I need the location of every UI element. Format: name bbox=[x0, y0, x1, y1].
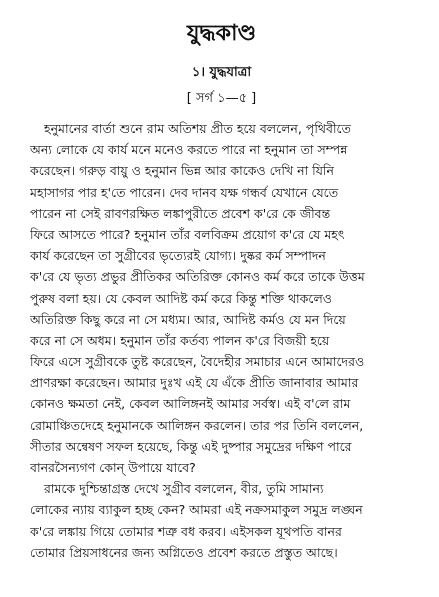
book-title: যুদ্ধকাণ্ড bbox=[186, 21, 257, 46]
text-line: ফিরে এসে সুগ্রীবকে তুষ্ট করেছেন, বৈদেহীর সমাচার এনে আমাদেরও bbox=[30, 354, 365, 370]
text-line: করেছেন। গরুড় বায়ু ও হনুমান ভিন্ন আর কাকেও দেখি না যিনি bbox=[30, 163, 334, 179]
text-line: রোমাঞ্চিতদেহে হনুমানকে আলিঙ্গন করলেন। তার পর তিনি বললেন, bbox=[30, 417, 364, 433]
text-line: অন্য লোকে যে কার্য মনে মনেও করতে পারে না হনুমান তা সম্পন্ন bbox=[30, 142, 348, 158]
text-line: লোকের ন্যায় ব্যাকুল হচ্ছ কেন? আমরা এই নক্রসমাকুল সমুদ্র লঙ্ঘন bbox=[30, 502, 363, 518]
text-line: পুরুষ বলা হয়। যে কেবল আদিষ্ট কর্ম করে কিন্তু শক্তি থাকলেও bbox=[30, 290, 332, 306]
text-line: কার্য করেছেন তা সুগ্রীবের ভৃত্যেরই যোগ্য। দুষ্কর কর্ম সম্পাদন bbox=[30, 248, 326, 264]
text-line: তোমার প্রিয়সাধনের জন্য অগ্নিতেও প্রবেশ করতে প্রস্তুত আছে। bbox=[30, 544, 338, 560]
text-line: হনুমানের বার্তা শুনে রাম অতিশয় প্রীত হয়ে বললেন, পৃথিবীতে bbox=[44, 121, 351, 136]
text-line: রামকে দুশ্চিন্তাগ্রস্ত দেখে সুগ্রীব বললেন, বীর, তুমি সামান্য bbox=[44, 481, 324, 497]
text-line: করে না সে অধম। হনুমান তাঁর কর্তব্য পালন ক'রে বিজয়ী হয়ে bbox=[30, 332, 330, 348]
body-text bbox=[30, 118, 413, 563]
text-line: কোনও ক্ষমতা নেই, কেবল আলিঙ্গনই আমার সর্বস্ব। এই ব'লে রাম bbox=[30, 396, 351, 412]
text-line: বানরসৈন্যগণ কোন্‌ উপায়ে যাবে? bbox=[30, 460, 196, 475]
text-line: ক'রে যে ভৃত্য প্রভুর প্রীতিকর অতিরিক্ত কোনও কর্ম করে তাকে উত্তম bbox=[30, 269, 365, 285]
text-line: প্রাণরক্ষা করেছেন। আমার দুঃখ এই যে এঁকে প্রীতি জানাবার আমার bbox=[30, 375, 359, 391]
sarga-range: [ সর্গ ১—৫ ] bbox=[186, 91, 257, 106]
text-line: মহাসাগর পার হ'তে পারেন। দেব দানব যক্ষ গন্ধর্ব যেখানে যেতে bbox=[30, 184, 339, 200]
text-line: অতিরিক্ত কিছু করে না সে মধ্যম। আর, আদিষ্ট কর্মও যে মন দিয়ে bbox=[30, 311, 346, 327]
text-line: পারেন না সেই রাবণরক্ষিত লঙ্কাপুরীতে প্রবেশ ক'রে কে জীবন্ত bbox=[30, 205, 331, 221]
text-line: ক'রে লঙ্কায় গিয়ে তোমার শত্রু বধ করব। এইসকল যূথপতি বানর bbox=[30, 523, 342, 539]
text-line: ফিরে আসতে পারে? হনুমান তাঁর বলবিক্রম প্রয়োগ ক'রে যে মহৎ bbox=[30, 226, 345, 242]
text-line: সীতার অন্বেষণ সফল হয়েছে, কিন্তু এই দুষ্পার সমুদ্রের দক্ষিণ পারে bbox=[30, 438, 352, 454]
chapter-title: ১। যুদ্ধযাত্রা bbox=[191, 65, 252, 80]
